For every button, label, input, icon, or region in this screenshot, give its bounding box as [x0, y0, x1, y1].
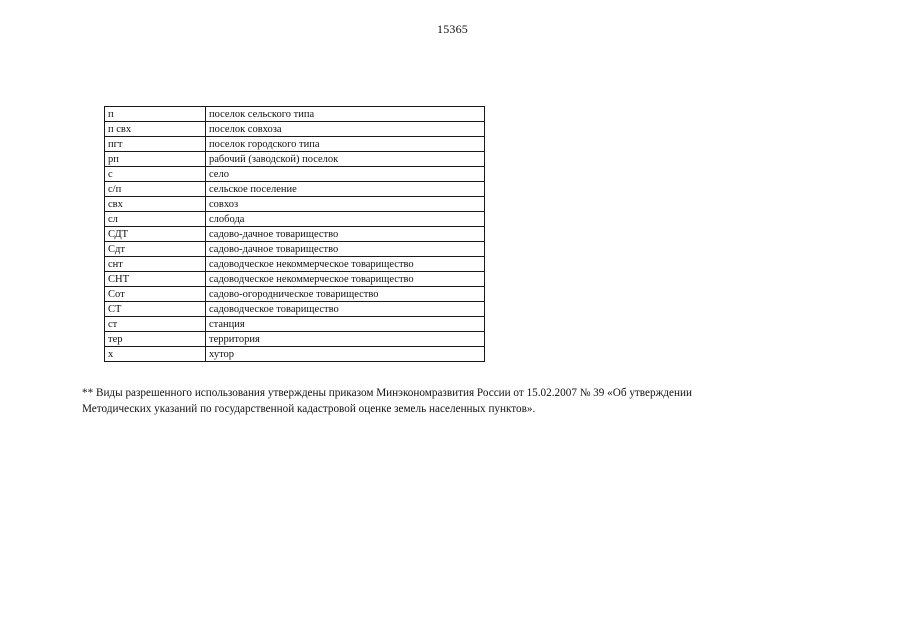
abbreviation-cell: с/п [105, 182, 206, 197]
meaning-cell: садоводческое некоммерческое товарищество [206, 257, 485, 272]
abbreviation-cell: Сот [105, 287, 206, 302]
meaning-cell: садово-дачное товарищество [206, 242, 485, 257]
meaning-cell: хутор [206, 347, 485, 362]
meaning-cell: станция [206, 317, 485, 332]
abbreviations-table-body [105, 107, 485, 362]
footnote-line-2: Методических указаний по государственной кадастровой оценке земель населенных пунктов». [82, 403, 536, 415]
meaning-cell: совхоз [206, 197, 485, 212]
abbreviations-table [104, 106, 485, 362]
footnote-line-1: ** Виды разрешенного использования утверждены приказом Минэкономразвития России от 15.02.2007 № 39 «Об утверждении [82, 387, 692, 399]
table-row [105, 182, 485, 197]
abbreviation-cell: рп [105, 152, 206, 167]
table-row [105, 152, 485, 167]
page-number: 15365 [437, 22, 468, 36]
table-row [105, 212, 485, 227]
table-row [105, 317, 485, 332]
abbreviation-cell: СДТ [105, 227, 206, 242]
table-row [105, 347, 485, 362]
meaning-cell: поселок совхоза [206, 122, 485, 137]
meaning-cell: садово-огородническое товарищество [206, 287, 485, 302]
abbreviation-cell: СТ [105, 302, 206, 317]
abbreviation-cell: тер [105, 332, 206, 347]
meaning-cell: рабочий (заводской) поселок [206, 152, 485, 167]
table-row [105, 332, 485, 347]
table-row [105, 137, 485, 152]
meaning-cell: садоводческое товарищество [206, 302, 485, 317]
table-row [105, 107, 485, 122]
table-row [105, 167, 485, 182]
table-row [105, 257, 485, 272]
meaning-cell: поселок городского типа [206, 137, 485, 152]
table-row [105, 272, 485, 287]
meaning-cell: слобода [206, 212, 485, 227]
meaning-cell: село [206, 167, 485, 182]
abbreviation-cell: сл [105, 212, 206, 227]
meaning-cell: садоводческое некоммерческое товарищество [206, 272, 485, 287]
table-row [105, 302, 485, 317]
table-row [105, 287, 485, 302]
abbreviation-cell: п [105, 107, 206, 122]
abbreviation-cell: свх [105, 197, 206, 212]
table-row [105, 227, 485, 242]
abbreviation-cell: с [105, 167, 206, 182]
table-row [105, 197, 485, 212]
abbreviation-cell: СНТ [105, 272, 206, 287]
abbreviation-cell: Сдт [105, 242, 206, 257]
table-row [105, 242, 485, 257]
abbreviation-cell: х [105, 347, 206, 362]
meaning-cell: территория [206, 332, 485, 347]
meaning-cell: садово-дачное товарищество [206, 227, 485, 242]
table-row [105, 122, 485, 137]
abbreviation-cell: п свх [105, 122, 206, 137]
meaning-cell: поселок сельского типа [206, 107, 485, 122]
abbreviation-cell: ст [105, 317, 206, 332]
abbreviation-cell: снт [105, 257, 206, 272]
meaning-cell: сельское поселение [206, 182, 485, 197]
footnote [82, 385, 782, 417]
abbreviation-cell: пгт [105, 137, 206, 152]
